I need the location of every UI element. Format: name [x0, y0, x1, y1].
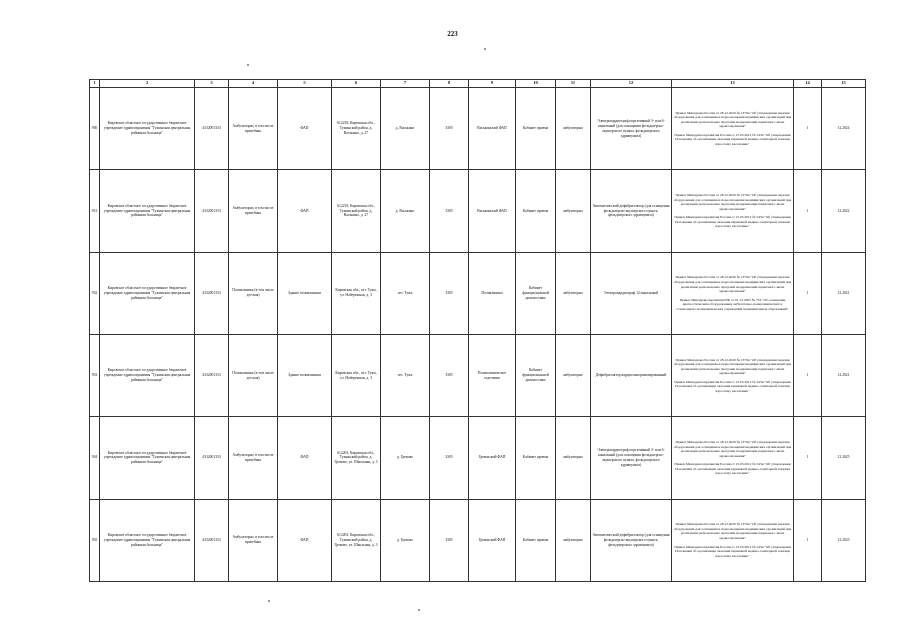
unit-name: Поликлиника [469, 252, 516, 334]
table-row [90, 417, 866, 499]
settlement: д. Греково [381, 417, 430, 499]
care-form: амбулаторно [556, 88, 591, 170]
equipment-name: Автоматический дефибриллятор (для оснащения фельдшерско-акушерского пункта, фельдшерского здравпункта) [591, 170, 672, 252]
inn: 4332001333 [195, 252, 229, 334]
row-number: 935 [90, 499, 100, 581]
row-number: 934 [90, 417, 100, 499]
code: 3305 [430, 252, 469, 334]
deadline-date: 12.2021 [822, 252, 866, 334]
settlement: д. Греково [381, 499, 430, 581]
institution-name: Кировское областное государственное бюджетное учреждение здравоохранения "Тужинская центральная районная больница" [100, 499, 195, 581]
column-number: 7 [381, 80, 430, 88]
room-name: Кабинет функциональной диагностики [516, 252, 556, 334]
column-number-row [90, 80, 866, 88]
building-type: ФАП [278, 417, 332, 499]
scan-speck [247, 64, 249, 66]
care-type: Амбулаторно, в том числе врачебная [229, 499, 278, 581]
care-type: Поликлиника (в том числе детская) [229, 334, 278, 416]
institution-name: Кировское областное государственное бюджетное учреждение здравоохранения "Тужинская центральная районная больница" [100, 88, 195, 170]
column-number: 10 [516, 80, 556, 88]
regulatory-act: Приказ Минздрава России от 28.12.2020 № 1379н "Об утверждении перечня оборудования для оснащения и переоснащения медицинских организаций при реализации региональных программ модернизации первичного звена здравоохранения" [673, 440, 792, 458]
regulatory-act: Приказ Минздравсоцразвития РФ от 01.12.2005 № 753 "Об оснащении диагностическим оборудованием амбулаторно-поликлинических и стационарно-поликлинических учреждений муниципальных образований" [676, 297, 789, 311]
column-number: 4 [229, 80, 278, 88]
building-type: ФАП [278, 170, 332, 252]
care-type: Амбулаторно, в том числе врачебная [229, 417, 278, 499]
regulatory-basis [672, 499, 794, 581]
deadline-date: 12.2025 [822, 499, 866, 581]
equipment-name: Электрокардиограф портативный 3- или 6- канальный (для оснащения фельдшерско-акушерского пункта, фельдшерского здравпункта) [591, 417, 672, 499]
row-number: 931 [90, 170, 100, 252]
deadline-date: 12.2021 [822, 334, 866, 416]
room-name: Кабинет функциональной диагностики [516, 334, 556, 416]
unit-name: Грековский ФАП [469, 499, 516, 581]
code: 3305 [430, 417, 469, 499]
regulatory-basis [672, 252, 794, 334]
regulatory-act: Приказ Минздравсоцразвития России от 15.05.2012 № 543н "Об утверждении Положения об организации оказания первичной медико-санитарной помощи взрослому населению" [674, 544, 791, 558]
regulatory-act: Приказ Минздравсоцразвития России от 15.05.2012 № 543н "Об утверждении Положения об организации оказания первичной медико-санитарной помощи взрослому населению" [674, 215, 791, 229]
settlement: пгт. Тужа [381, 334, 430, 416]
inn: 4332001333 [195, 88, 229, 170]
unit-name: Поликлиническое отделение [469, 334, 516, 416]
regulatory-basis [672, 88, 794, 170]
deadline-date: 12.2024 [822, 88, 866, 170]
room-name: Кабинет приема [516, 499, 556, 581]
care-type: Амбулаторно, в том числе врачебная [229, 170, 278, 252]
building-type: ФАП [278, 499, 332, 581]
institution-name: Кировское областное государственное бюджетное учреждение здравоохранения "Тужинская центральная районная больница" [100, 417, 195, 499]
deadline-date: 12.2022 [822, 170, 866, 252]
regulatory-basis [672, 334, 794, 416]
column-number: 12 [591, 80, 672, 88]
regulatory-act: Приказ Минздравсоцразвития России от 15.05.2012 № 543н "Об утверждении Положения об организации оказания первичной медико-санитарной помощи взрослому населению" [674, 132, 791, 147]
regulatory-act: Приказ Минздрава России от 28.12.2020 № 1379н "Об утверждении перечня оборудования для оснащения и переоснащения медицинских организаций при реализации региональных программ модернизации первичного звена здравоохранения" [673, 357, 792, 376]
code: 3305 [430, 88, 469, 170]
column-number: 2 [100, 80, 195, 88]
equipment-name: Электрокардиограф портативный 3- или 6- канальный (для оснащения фельдшерско-акушерского пункта, фельдшерского здравпункта) [591, 88, 672, 170]
scan-speck [484, 48, 486, 50]
regulatory-act: Приказ Минздрава России от 28.12.2020 № 1379н "Об утверждении перечня оборудования для оснащения и переоснащения медицинских организаций при реализации региональных программ модернизации первичного звена здравоохранения" [673, 193, 792, 211]
quantity: 1 [794, 252, 822, 334]
equipment-name: Электрокардиограф 12-канальный [591, 252, 672, 334]
address: 612219, Кировская обл., Тужинский район, д. Васькино, д. 27 [332, 170, 381, 252]
table-row [90, 252, 866, 334]
institution-name: Кировское областное государственное бюджетное учреждение здравоохранения "Тужинская центральная районная больница" [100, 252, 195, 334]
code: 3305 [430, 170, 469, 252]
institution-name: Кировское областное государственное бюджетное учреждение здравоохранения "Тужинская центральная районная больница" [100, 170, 195, 252]
settlement: д. Васькино [381, 88, 430, 170]
institution-name: Кировское областное государственное бюджетное учреждение здравоохранения "Тужинская центральная районная больница" [100, 334, 195, 416]
care-form: амбулаторно [556, 334, 591, 416]
unit-name: Васькинский ФАП [469, 170, 516, 252]
quantity: 1 [794, 334, 822, 416]
care-type: Амбулаторно, в том числе врачебная [229, 88, 278, 170]
room-name: Кабинет приема [516, 88, 556, 170]
inn: 4332001333 [195, 170, 229, 252]
column-number: 15 [822, 80, 866, 88]
code: 3305 [430, 334, 469, 416]
row-number: 930 [90, 88, 100, 170]
regulatory-act: Приказ Минздрава России от 28.12.2020 № 1379н "Об утверждении перечня оборудования для оснащения и переоснащения медицинских организаций при реализации региональных программ модернизации первичного звена здравоохранения" [673, 110, 792, 129]
regulatory-basis [672, 417, 794, 499]
regulatory-basis [672, 170, 794, 252]
table-row [90, 88, 866, 170]
column-number: 1 [90, 80, 100, 88]
building-type: ФАП [278, 88, 332, 170]
deadline-date: 12.2025 [822, 417, 866, 499]
table-body [90, 80, 866, 582]
address: 612203, Кировская обл., Тужинский район, д. Греково, ул. Школьная, д. 3 [332, 499, 381, 581]
address: 612203, Кировская обл., Тужинский район, д. Греково, ул. Школьная, д. 3 [332, 417, 381, 499]
column-number: 6 [332, 80, 381, 88]
column-number: 11 [556, 80, 591, 88]
room-name: Кабинет приема [516, 417, 556, 499]
column-number: 9 [469, 80, 516, 88]
building-type: Здание поликлиники [278, 252, 332, 334]
inn: 4332001333 [195, 417, 229, 499]
equipment-name: Автоматический дефибриллятор (для оснащения фельдшерско-акушерского пункта, фельдшерского здравпункта) [591, 499, 672, 581]
settlement: пгт. Тужа [381, 252, 430, 334]
unit-name: Васькинский ФАП [469, 88, 516, 170]
care-form: амбулаторно [556, 170, 591, 252]
row-number: 933 [90, 334, 100, 416]
unit-name: Грековский ФАП [469, 417, 516, 499]
column-number: 8 [430, 80, 469, 88]
care-form: амбулаторно [556, 417, 591, 499]
table-row [90, 499, 866, 581]
regulatory-act: Приказ Минздравсоцразвития России от 15.05.2012 № 543н "Об утверждении Положения об организации оказания первичной медико-санитарной помощи взрослому населению" [674, 379, 791, 394]
quantity: 1 [794, 88, 822, 170]
code: 3305 [430, 499, 469, 581]
column-number: 3 [195, 80, 229, 88]
building-type: Здание поликлиники [278, 334, 332, 416]
inn: 4332001333 [195, 334, 229, 416]
scan-speck [268, 600, 270, 602]
care-form: амбулаторно [556, 252, 591, 334]
quantity: 1 [794, 499, 822, 581]
regulatory-act: Приказ Минздравсоцразвития России от 15.05.2012 № 543н "Об утверждении Положения об организации оказания первичной медико-санитарной помощи взрослому населению" [674, 462, 791, 476]
equipment-name: Дефибриллятор кардиосинхронизированный [591, 334, 672, 416]
address: 612218, Кировская обл., Тужинский район, д. Васькино, д. 27 [332, 88, 381, 170]
page-number: 223 [447, 30, 458, 38]
column-number: 14 [794, 80, 822, 88]
column-number: 5 [278, 80, 332, 88]
quantity: 1 [794, 170, 822, 252]
scan-speck [418, 609, 420, 611]
quantity: 1 [794, 417, 822, 499]
regulatory-act: Приказ Минздрава России от 28.12.2020 № 1379н "Об утверждении перечня оборудования для оснащения и переоснащения медицинских организаций при реализации региональных программ модернизации первичного звена здравоохранения" [673, 275, 792, 294]
table-row [90, 170, 866, 252]
regulatory-act: Приказ Минздрава России от 28.12.2020 № 1379н "Об утверждении перечня оборудования для оснащения и переоснащения медицинских организаций при реализации региональных программ модернизации первичного звена здравоохранения" [673, 522, 792, 541]
column-number: 13 [672, 80, 794, 88]
address: Кировская обл., пгт. Тужа, ул. Набережная, д. 3 [332, 252, 381, 334]
address: Кировская обл., пгт. Тужа, ул. Набережная, д. 3 [332, 334, 381, 416]
care-form: амбулаторно [556, 499, 591, 581]
table-row [90, 334, 866, 416]
settlement: д. Васькино [381, 170, 430, 252]
equipment-table [89, 79, 866, 582]
care-type: Поликлиника (в том числе детская) [229, 252, 278, 334]
row-number: 932 [90, 252, 100, 334]
room-name: Кабинет приема [516, 170, 556, 252]
inn: 4332001333 [195, 499, 229, 581]
